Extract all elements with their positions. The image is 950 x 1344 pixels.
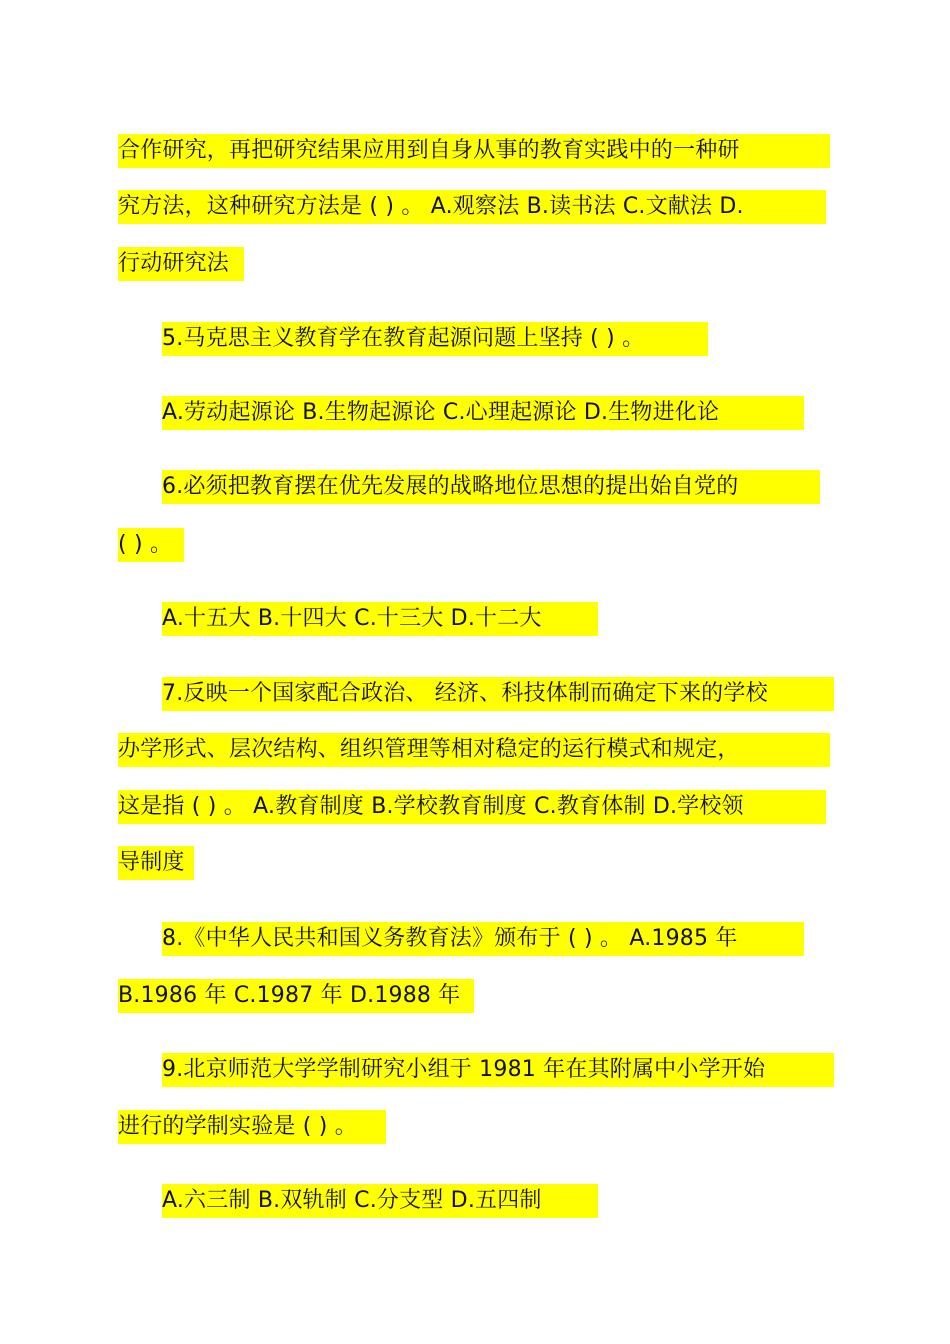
question-5: 5.马克思主义教育学在教育起源问题上坚持 ( ) 。: [162, 322, 708, 356]
question-7: 7.反映一个国家配合政治、 经济、科技体制而确定下来的学校: [162, 677, 834, 711]
question-8-options: B.1986 年 C.1987 年 D.1988 年: [118, 979, 474, 1013]
text-line: 进行的学制实验是 ( ) 。: [118, 1110, 386, 1144]
question-6: 6.必须把教育摆在优先发展的战略地位思想的提出始自党的: [162, 470, 820, 504]
question-9: 9.北京师范大学学制研究小组于 1981 年在其附属中小学开始: [162, 1053, 834, 1087]
text-line: 这是指 ( ) 。 A.教育制度 B.学校教育制度 C.教育体制 D.学校领: [118, 790, 826, 824]
question-8: 8.《中华人民共和国义务教育法》颁布于 ( ) 。 A.1985 年: [162, 922, 804, 956]
text-line: 导制度: [118, 846, 194, 880]
text-line: 究方法，这种研究方法是 ( ) 。 A.观察法 B.读书法 C.文献法 D.: [118, 190, 826, 224]
text-line: 行动研究法: [118, 247, 244, 281]
question-9-options: A.六三制 B.双轨制 C.分支型 D.五四制: [162, 1184, 598, 1218]
text-line: ( ) 。: [118, 528, 184, 562]
text-line: 办学形式、层次结构、组织管理等相对稳定的运行模式和规定，: [118, 733, 830, 767]
question-5-options: A.劳动起源论 B.生物起源论 C.心理起源论 D.生物进化论: [162, 396, 804, 430]
text-line: 合作研究，再把研究结果应用到自身从事的教育实践中的一种研: [118, 134, 830, 168]
question-6-options: A.十五大 B.十四大 C.十三大 D.十二大: [162, 602, 598, 636]
